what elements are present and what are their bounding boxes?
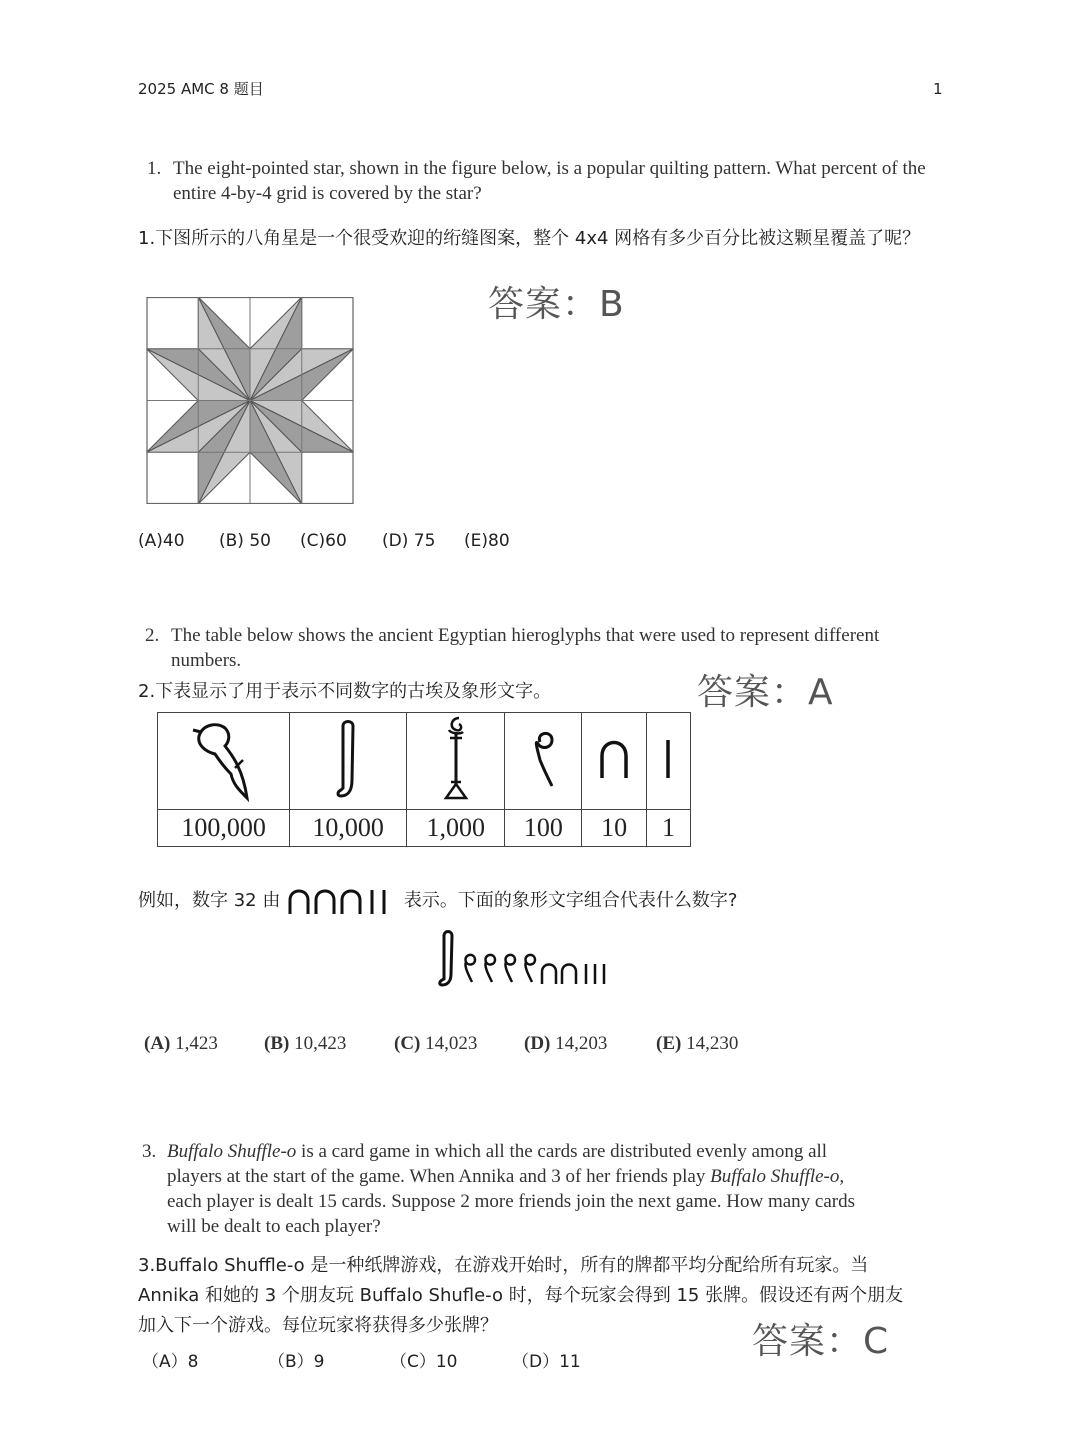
value-cell: 10,000	[290, 810, 407, 847]
q2-choice-e: (E) 14,230	[656, 1033, 739, 1054]
value-cell: 100	[505, 810, 582, 847]
q2-choice-d: (D) 14,203	[524, 1033, 608, 1054]
heel-bone-icon	[597, 734, 631, 784]
q2-choice-c: (C) 14,023	[394, 1033, 478, 1054]
hieroglyph-cell	[158, 713, 290, 810]
hieroglyph-cell	[505, 713, 582, 810]
q3-english-line-1: Buffalo Shuffle-o is a card game in which all the cards are distributed evenly among all	[167, 1141, 828, 1162]
q3-chinese-line-1: 3.Buffalo Shuffle-o 是一种纸牌游戏，在游戏开始时，所有的牌都平均分配给所有玩家。当	[138, 1255, 869, 1276]
q3-choice-d: （D）11	[512, 1352, 581, 1372]
q1-choice-e: (E)80	[464, 531, 510, 551]
tadpole-icon	[189, 716, 259, 802]
q1-english-text: The eight-pointed star, shown in the figure below, is a popular quilting pattern. What percent of the entire 4-by-4 grid is covered by the star?	[173, 158, 926, 204]
stroke-icon	[661, 734, 675, 784]
value-cell: 100,000	[158, 810, 290, 847]
hieroglyph-cell	[290, 713, 407, 810]
q3-chinese-line-3: 加入下一个游戏。每位玩家将获得多少张牌？	[138, 1315, 498, 1336]
q1-answer: 答案：B	[488, 284, 625, 325]
q2-choice-a: (A) 1,423	[144, 1033, 218, 1054]
q3-choice-b: （B）9	[268, 1352, 325, 1372]
page-number: 1	[933, 80, 943, 98]
hieroglyph-cell	[582, 713, 647, 810]
value-cell: 1	[646, 810, 690, 847]
q3-english-line-2: players at the start of the game. When Annika and 3 of her friends play Buffalo Shuffle-o,	[167, 1166, 845, 1187]
q2-example-suffix: 表示。下面的象形文字组合代表什么数字?	[403, 890, 738, 911]
q1-chinese-text: 1.下图所示的八角星是一个很受欢迎的绗缝图案，整个 4x4 网格有多少百分比被这颗星覆盖了呢？	[138, 228, 921, 249]
finger-icon	[333, 716, 363, 802]
q3-english-line-3: each player is dealt 15 cards. Suppose 2 more friends join the next game. How many cards	[167, 1191, 856, 1212]
q2-chinese-text: 2.下表显示了用于表示不同数字的古埃及象形文字。	[138, 681, 552, 702]
q3-choice-c: （C）10	[390, 1352, 458, 1372]
q3-choice-a: （A）8	[142, 1352, 199, 1372]
q3-chinese-line-2: Annika 和她的 3 个朋友玩 Buffalo Shufle-o 时，每个玩家会得到 15 张牌。假设还有两个朋友	[138, 1285, 904, 1306]
hieroglyph-table	[157, 712, 691, 847]
value-row	[158, 810, 691, 847]
q2-choice-b: (B) 10,423	[264, 1033, 347, 1054]
hieroglyph-combination-icon	[438, 928, 638, 988]
q1-choice-d: (D) 75	[382, 531, 436, 551]
q2-example-prefix: 例如，数字 32 由	[138, 890, 281, 911]
q2-example-line	[138, 886, 737, 916]
lotus-icon	[439, 714, 473, 804]
q1-number: 1.	[147, 158, 162, 179]
q3-number: 3.	[142, 1141, 157, 1162]
q2-answer: 答案：A	[697, 672, 834, 713]
q1-choice-a: (A)40	[138, 531, 185, 551]
hieroglyph-cell	[407, 713, 505, 810]
eight-pointed-star-figure	[146, 297, 354, 504]
q3-answer: 答案：C	[752, 1321, 890, 1362]
q1-choice-b: (B) 50	[219, 531, 271, 551]
q2-number: 2.	[145, 625, 160, 646]
hieroglyph-row	[158, 713, 691, 810]
page-header: 2025 AMC 8 题目	[138, 80, 264, 98]
q2-english-text: The table below shows the ancient Egyptian hieroglyphs that were used to represent different numbers.	[171, 625, 880, 671]
example-32-hieroglyphs-icon	[286, 886, 398, 916]
value-cell: 10	[582, 810, 647, 847]
value-cell: 1,000	[407, 810, 505, 847]
hieroglyph-cell	[646, 713, 690, 810]
coil-rope-icon	[526, 724, 560, 794]
q3-english-line-4: will be dealt to each player?	[167, 1216, 381, 1237]
q1-choice-c: (C)60	[300, 531, 347, 551]
